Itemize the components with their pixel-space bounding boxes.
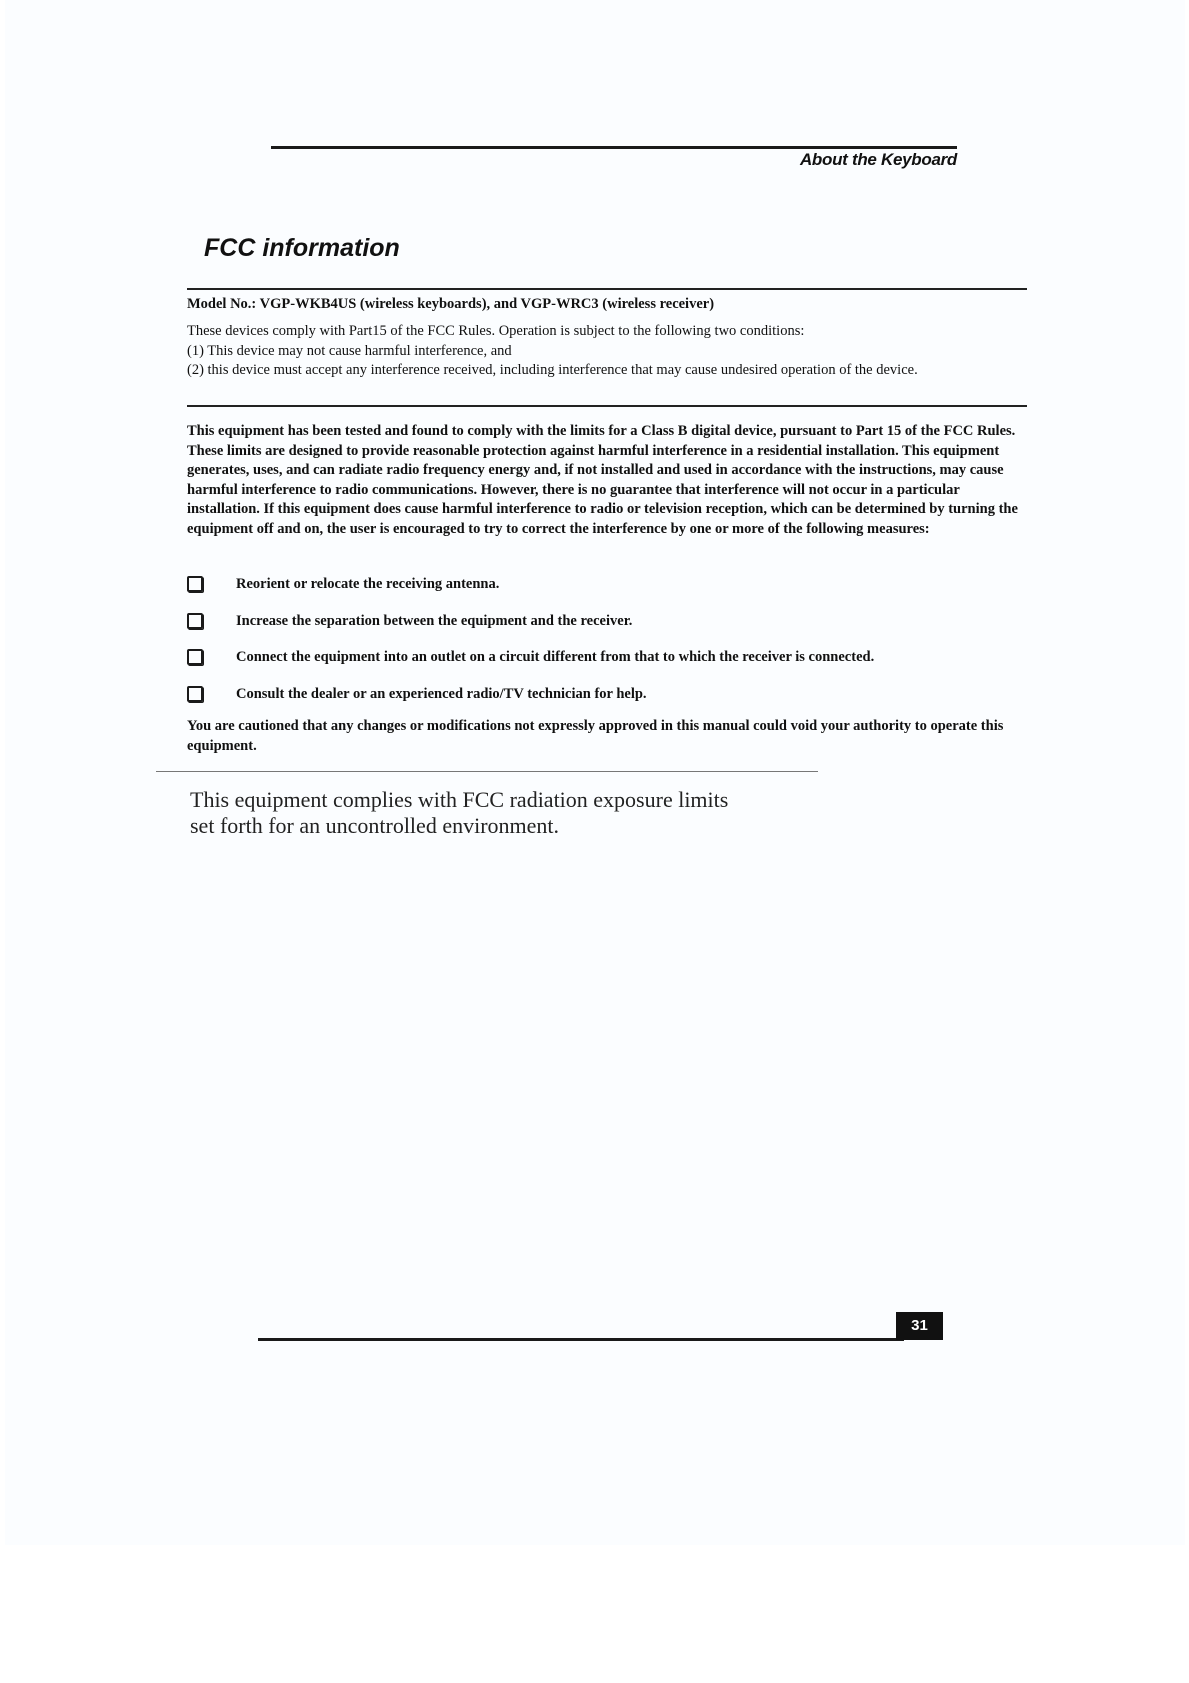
checkbox-icon [187,576,203,592]
page-background [5,0,1185,1545]
checkbox-icon [187,649,203,665]
measure-item [187,646,874,668]
running-header: About the Keyboard [799,150,957,169]
title-divider [187,288,1027,290]
page-title: FCC information [204,234,400,262]
caution-note [187,717,1025,756]
radiation-divider [156,771,818,772]
condition-1: (1) This device may not cause harmful interference, and [187,342,512,359]
measure-text: Consult the dealer or an experienced radio/TV technician for help. [236,685,647,702]
class-b-paragraph: This equipment has been tested and found to comply with the limits for a Class B digital device, pursuant to Part 15 of the FCC Rules. These limits are designed to provide reasonable protection against harmful interference in a residential installation. This equipment generates, uses, and can radiate radio frequency energy and, if not installed and used in accordance with the instructions, may cause harmful interference to radio communications. However, there is no guarantee that interference will not occur in a particular installation. If this equipment does cause harmful interference to radio or television reception, which can be determined by turning the equipment off and on, the user is encouraged to try to correct the interference by one or more of the following measures: [187,423,1018,537]
condition-2: (2) this device must accept any interference received, including interference that may cause undesired operation of the device. [187,362,918,378]
radiation-line-1: This equipment complies with FCC radiation exposure limits [190,787,729,812]
compliance-intro: These devices comply with Part15 of the FCC Rules. Operation is subject to the following two conditions: [187,323,805,339]
checkbox-icon [187,613,203,629]
measure-text: Increase the separation between the equipment and the receiver. [236,612,633,629]
measure-item [187,683,647,705]
model-number-line: Model No.: VGP-WKB4US (wireless keyboards), and VGP-WRC3 (wireless receiver) [187,296,715,312]
checkbox-icon [187,686,203,702]
caution-paragraph: You are cautioned that any changes or modifications not expressly approved in this manual could void your authority to operate this equipment. [187,718,1004,754]
measure-item [187,610,632,632]
header-rule [271,146,957,149]
page-number: 31 [896,1312,943,1340]
footer-rule [258,1338,904,1341]
measure-item [187,573,499,595]
class-b-statement [187,422,1025,539]
measure-text: Connect the equipment into an outlet on a circuit different from that to which the receiver is connected. [236,648,875,665]
compliance-conditions [187,322,1025,381]
section-divider [187,405,1027,407]
radiation-line-2: set forth for an uncontrolled environment. [190,813,560,838]
measure-text: Reorient or relocate the receiving antenna. [236,575,500,592]
radiation-statement [190,787,850,839]
